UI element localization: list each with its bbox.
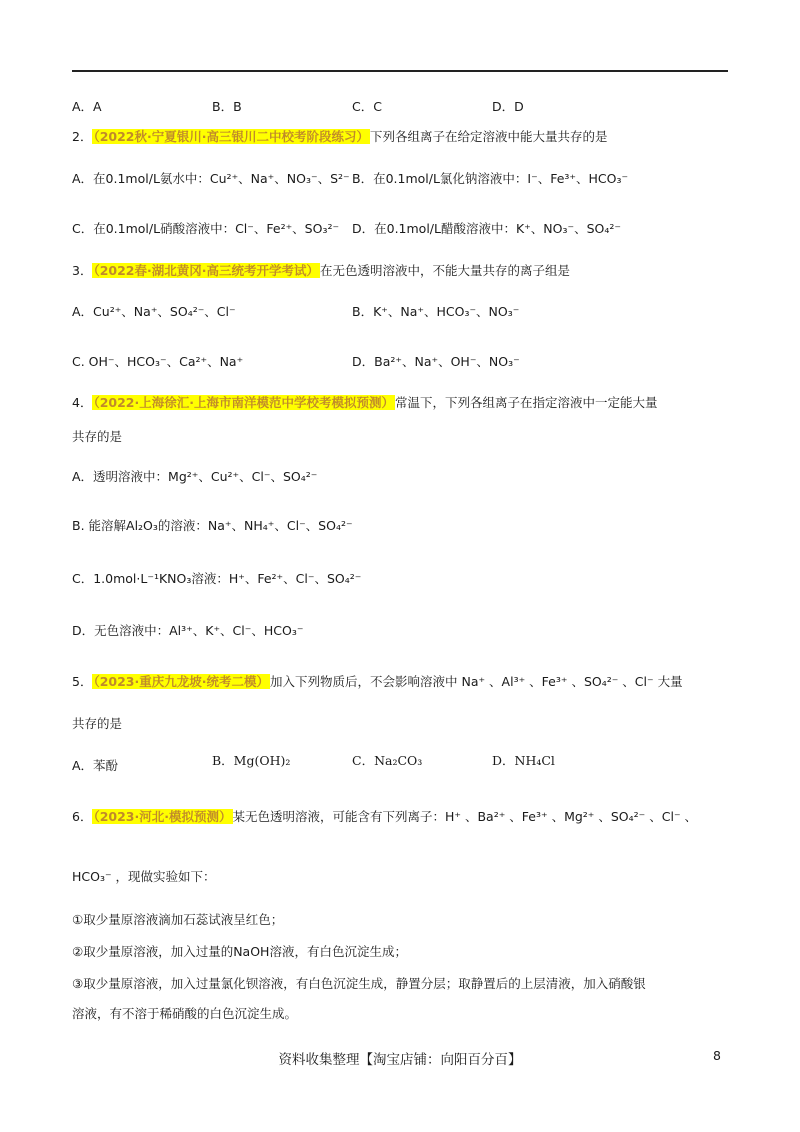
q6-step-1: ①取少量原溶液滴加石蕊试液呈红色； bbox=[72, 912, 284, 927]
question-number: 4． bbox=[72, 395, 93, 410]
question-source: （2022秋·宁夏银川·高三银川二中校考阶段练习） bbox=[93, 129, 369, 144]
q4-option-b: B. 能溶解Al₂O₃的溶液：Na⁺、NH₄⁺、Cl⁻、SO₄²⁻ bbox=[72, 518, 353, 533]
q3-option-c: C. OH⁻、HCO₃⁻、Ca²⁺、Na⁺ bbox=[72, 354, 244, 369]
q5-option-c: C．Na₂CO₃ bbox=[352, 753, 423, 768]
question-number: 5． bbox=[72, 674, 93, 689]
q1-option-b: B．B bbox=[212, 99, 242, 114]
q5-option-b: B．Mg(OH)₂ bbox=[212, 753, 291, 768]
q4-option-c: C．1.0mol·L⁻¹KNO₃溶液：H⁺、Fe²⁺、Cl⁻、SO₄²⁻ bbox=[72, 571, 362, 586]
q6-step-3: ③取少量原溶液，加入过量氯化钡溶液，有白色沉淀生成，静置分层；取静置后的上层清液，加入硝酸银 bbox=[72, 976, 646, 991]
question-number: 6． bbox=[72, 809, 93, 824]
q3-option-b: B．K⁺、Na⁺、HCO₃⁻、NO₃⁻ bbox=[352, 304, 520, 319]
q1-option-c: C．C bbox=[352, 99, 382, 114]
question-text: 下列各组离子在给定溶液中能大量共存的是 bbox=[370, 129, 608, 144]
question-source: （2023·重庆九龙坡·统考二模） bbox=[93, 674, 269, 689]
question-number: 3． bbox=[72, 263, 93, 278]
q6-stem-cont: HCO₃⁻ ，现做实验如下： bbox=[72, 869, 216, 884]
question-text: 加入下列物质后，不会影响溶液中 Na⁺ 、Al³⁺ 、Fe³⁺ 、SO₄²⁻ 、Cl⁻ 大量 bbox=[270, 674, 683, 689]
q1-option-a: A．A bbox=[72, 99, 102, 114]
q1-option-d: D．D bbox=[492, 99, 524, 114]
q2-option-c: C．在0.1mol/L硝酸溶液中：Cl⁻、Fe²⁺、SO₃²⁻ bbox=[72, 221, 340, 236]
q5-option-a: A．苯酚 bbox=[72, 758, 119, 773]
q6-stem bbox=[72, 808, 697, 826]
q3-stem bbox=[72, 262, 570, 280]
q6-step-2: ②取少量原溶液，加入过量的NaOH溶液，有白色沉淀生成； bbox=[72, 944, 407, 959]
question-text: 常温下，下列各组离子在指定溶液中一定能大量 bbox=[395, 395, 658, 410]
q2-option-a: A．在0.1mol/L氨水中：Cu²⁺、Na⁺、NO₃⁻、S²⁻ bbox=[72, 171, 350, 186]
q3-option-d: D．Ba²⁺、Na⁺、OH⁻、NO₃⁻ bbox=[352, 354, 520, 369]
q4-stem bbox=[72, 394, 658, 412]
q2-option-b: B．在0.1mol/L氯化钠溶液中：I⁻、Fe³⁺、HCO₃⁻ bbox=[352, 171, 629, 186]
q5-stem bbox=[72, 673, 683, 691]
q2-stem bbox=[72, 128, 608, 146]
question-text: 某无色透明溶液，可能含有下列离子：H⁺ 、Ba²⁺ 、Fe³⁺ 、Mg²⁺ 、SO₄²⁻ 、Cl⁻ 、 bbox=[232, 809, 698, 824]
q4-stem-cont: 共存的是 bbox=[72, 429, 123, 444]
question-text: 在无色透明溶液中，不能大量共存的离子组是 bbox=[320, 263, 571, 278]
page-footer: 资料收集整理【淘宝店铺：向阳百分百】 bbox=[278, 1052, 522, 1068]
header-rule bbox=[72, 70, 728, 72]
q3-option-a: A．Cu²⁺、Na⁺、SO₄²⁻、Cl⁻ bbox=[72, 304, 236, 319]
page-number: 8 bbox=[713, 1048, 721, 1063]
q4-option-a: A．透明溶液中：Mg²⁺、Cu²⁺、Cl⁻、SO₄²⁻ bbox=[72, 469, 318, 484]
q5-stem-cont: 共存的是 bbox=[72, 716, 123, 731]
q2-option-d: D．在0.1mol/L醋酸溶液中：K⁺、NO₃⁻、SO₄²⁻ bbox=[352, 221, 621, 236]
q4-option-d: D．无色溶液中：Al³⁺、K⁺、Cl⁻、HCO₃⁻ bbox=[72, 623, 304, 638]
question-number: 2． bbox=[72, 129, 93, 144]
question-source: （2023·河北·模拟预测） bbox=[93, 809, 232, 824]
q5-option-d: D．NH₄Cl bbox=[492, 753, 555, 768]
q6-step-3-cont: 溶液，有不溶于稀硝酸的白色沉淀生成。 bbox=[72, 1006, 298, 1021]
question-source: （2022·上海徐汇·上海市南洋模范中学校考模拟预测） bbox=[93, 395, 394, 410]
question-source: （2022春·湖北黄冈·高三统考开学考试） bbox=[93, 263, 319, 278]
